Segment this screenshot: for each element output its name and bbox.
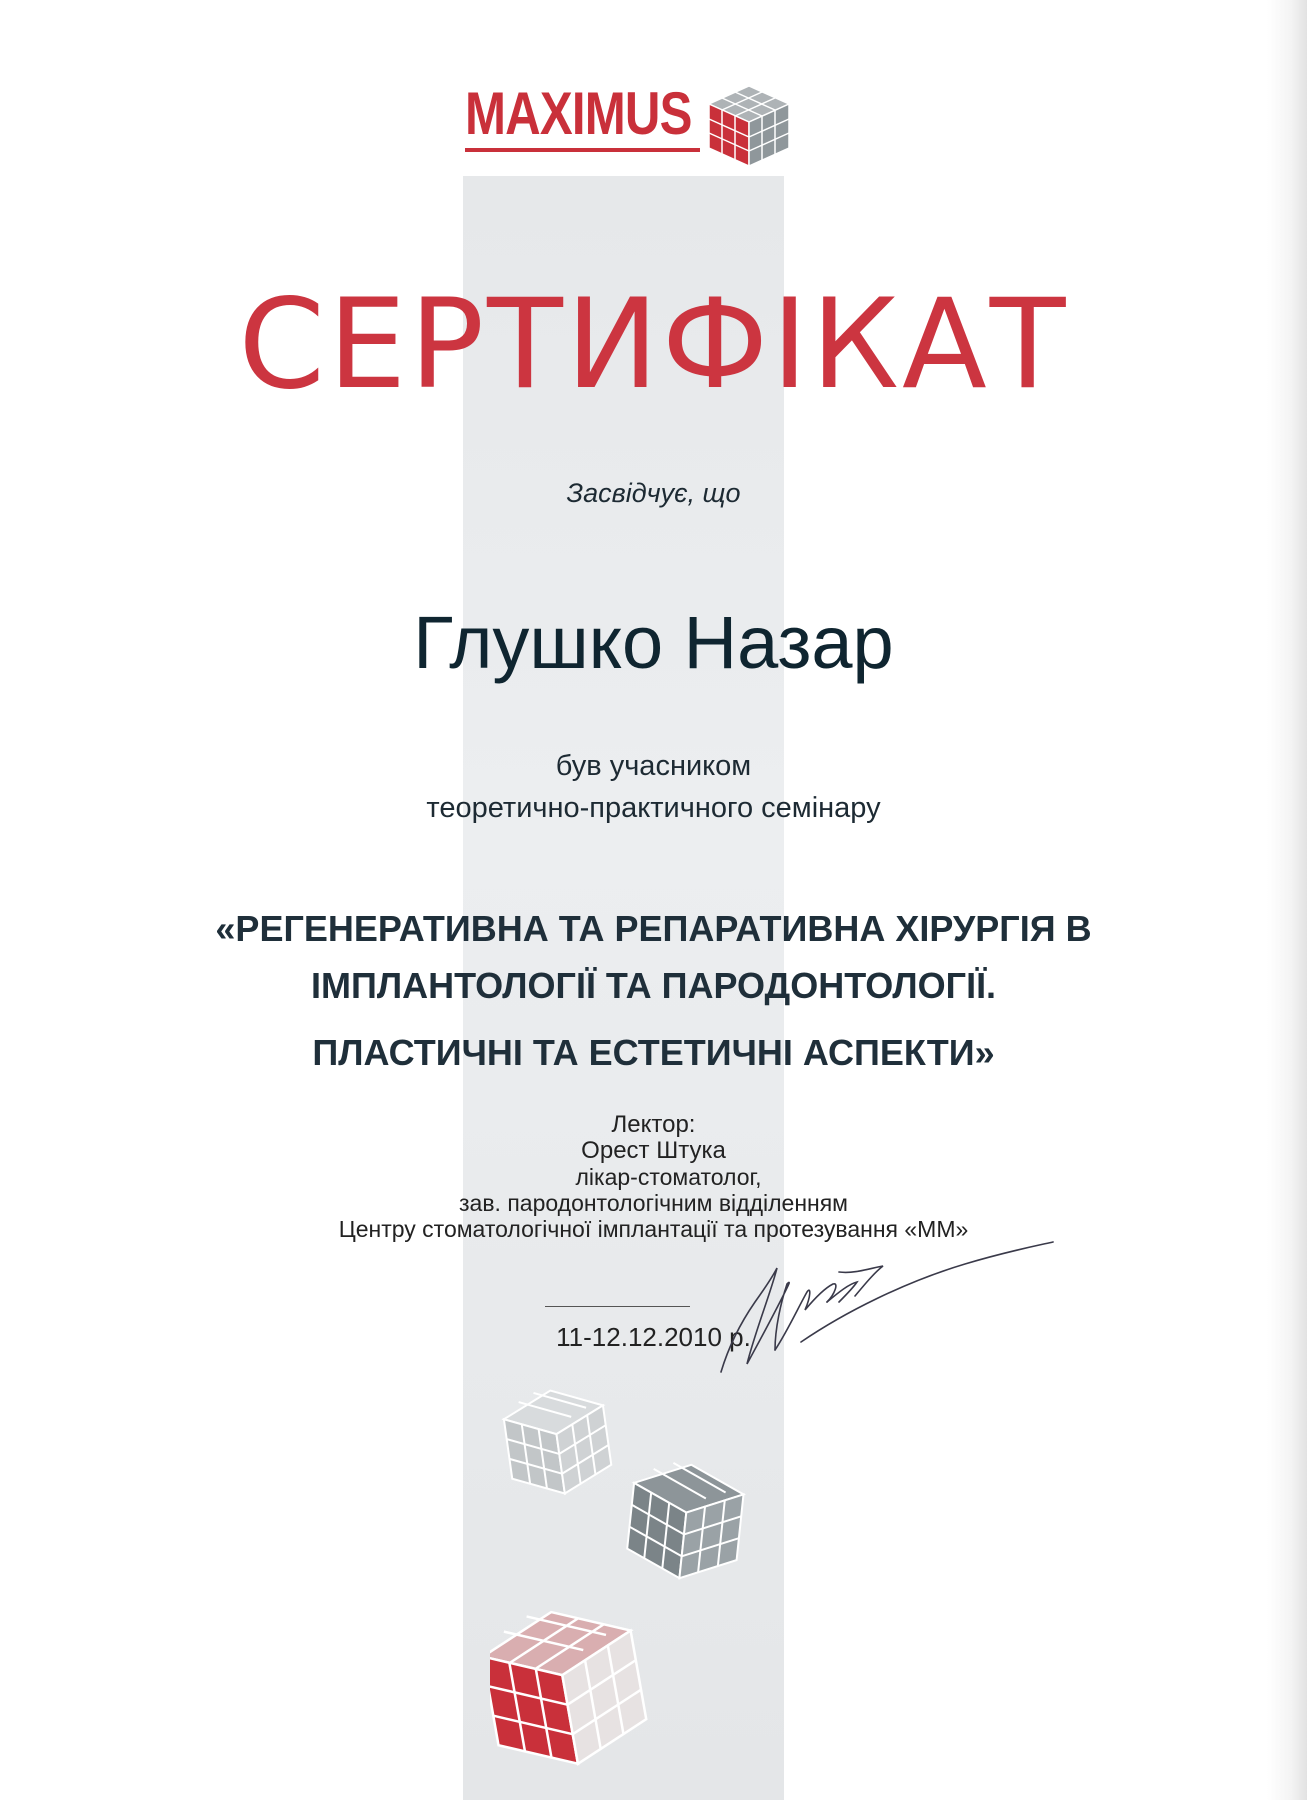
participation-line: був учасником — [555, 750, 752, 782]
certifies-text: Засвідчує, що — [566, 478, 741, 508]
seminar-title-line: «РЕГЕНЕРАТИВНА ТА РЕПАРАТИВНА ХІРУРГІЯ В — [215, 908, 1092, 949]
grey-cube-icon — [625, 1459, 746, 1584]
logo-underline — [465, 148, 700, 152]
lecturer-block — [0, 1112, 1307, 1242]
lecturer-name: Орест Штука — [581, 1137, 726, 1164]
signature-line — [545, 1306, 690, 1307]
logo-wordmark: MAXIMUS — [465, 80, 692, 147]
maximus-logo — [465, 78, 795, 170]
seminar-title-line: ІМПЛАНТОЛОГІЇ ТА ПАРОДОНТОЛОГІЇ. — [310, 965, 997, 1006]
lecturer-center: Центру стоматологічної імплантації та протезування «ММ» — [338, 1216, 969, 1242]
lecturer-department: зав. пародонтологічним відділенням — [458, 1190, 848, 1216]
light-cube-icon — [501, 1384, 615, 1501]
participation-line: теоретично-практичного семінару — [426, 792, 881, 824]
lecturer-position: лікар-стоматолог, — [575, 1164, 762, 1190]
seminar-title-line: ПЛАСТИЧНІ ТА ЕСТЕТИЧНІ АСПЕКТИ» — [312, 1032, 995, 1073]
recipient-name: Глушко Назар — [413, 601, 894, 684]
lecturer-label: Лектор: — [611, 1111, 696, 1138]
seminar-title — [0, 900, 1307, 1081]
certificate-title: СЕРТИФІКАТ — [238, 273, 1069, 417]
logo-cube-icon — [705, 82, 793, 168]
decorative-cubes-illustration — [490, 1380, 790, 1800]
seminar-date: 11-12.12.2010 р. — [556, 1322, 751, 1352]
handwritten-signature — [715, 1232, 1055, 1382]
red-cube-icon — [490, 1599, 652, 1777]
participation-text — [0, 745, 1307, 829]
